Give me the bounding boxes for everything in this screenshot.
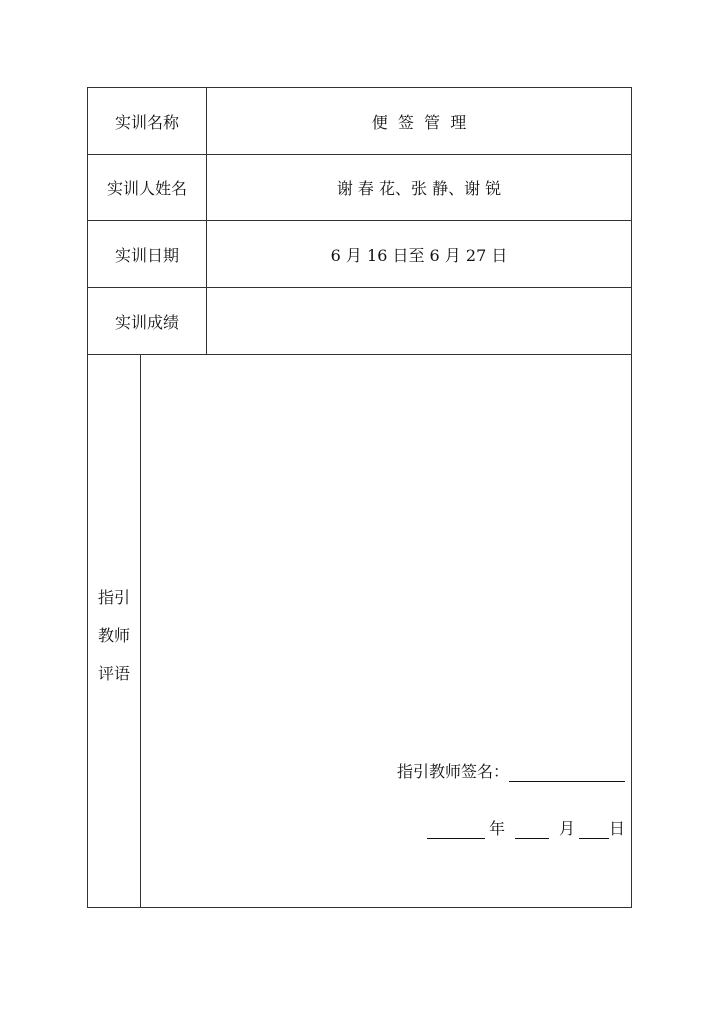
trainee-names-value: 谢 春 花、张 静、谢 锐 xyxy=(336,179,502,198)
training-name-value: 便 签 管 理 xyxy=(371,112,467,132)
training-date-label: 实训日期 xyxy=(88,221,207,287)
year-unit: 年 xyxy=(488,819,505,838)
month-blank[interactable] xyxy=(515,820,549,839)
signature-line xyxy=(397,759,625,782)
training-date-value: 6 月 16 日至 6 月 27 日 xyxy=(330,245,508,265)
form-row-training-date xyxy=(88,221,631,288)
training-score-label: 实训成绩 xyxy=(88,288,207,354)
comment-label-line-2: 教师 xyxy=(97,626,130,645)
day-unit: 日 xyxy=(608,819,625,838)
comment-label-line-3: 评语 xyxy=(97,664,130,683)
form-row-training-name xyxy=(88,88,631,155)
signature-label: 指引教师签名： xyxy=(396,762,509,781)
form-row-training-score xyxy=(88,288,631,355)
training-name-label: 实训名称 xyxy=(88,88,207,154)
training-score-value[interactable] xyxy=(207,288,631,354)
comment-label-line-1: 指引 xyxy=(97,588,130,607)
month-unit: 月 xyxy=(558,819,575,838)
day-blank[interactable] xyxy=(579,820,609,839)
year-blank[interactable] xyxy=(427,820,485,839)
trainee-names-label: 实训人姓名 xyxy=(88,155,207,220)
date-line xyxy=(427,816,625,839)
form-row-trainee-names xyxy=(88,155,631,221)
signature-blank[interactable] xyxy=(509,763,625,782)
teacher-comment-label xyxy=(88,355,141,907)
teacher-comment-area[interactable] xyxy=(141,355,631,907)
training-record-form xyxy=(87,87,632,908)
